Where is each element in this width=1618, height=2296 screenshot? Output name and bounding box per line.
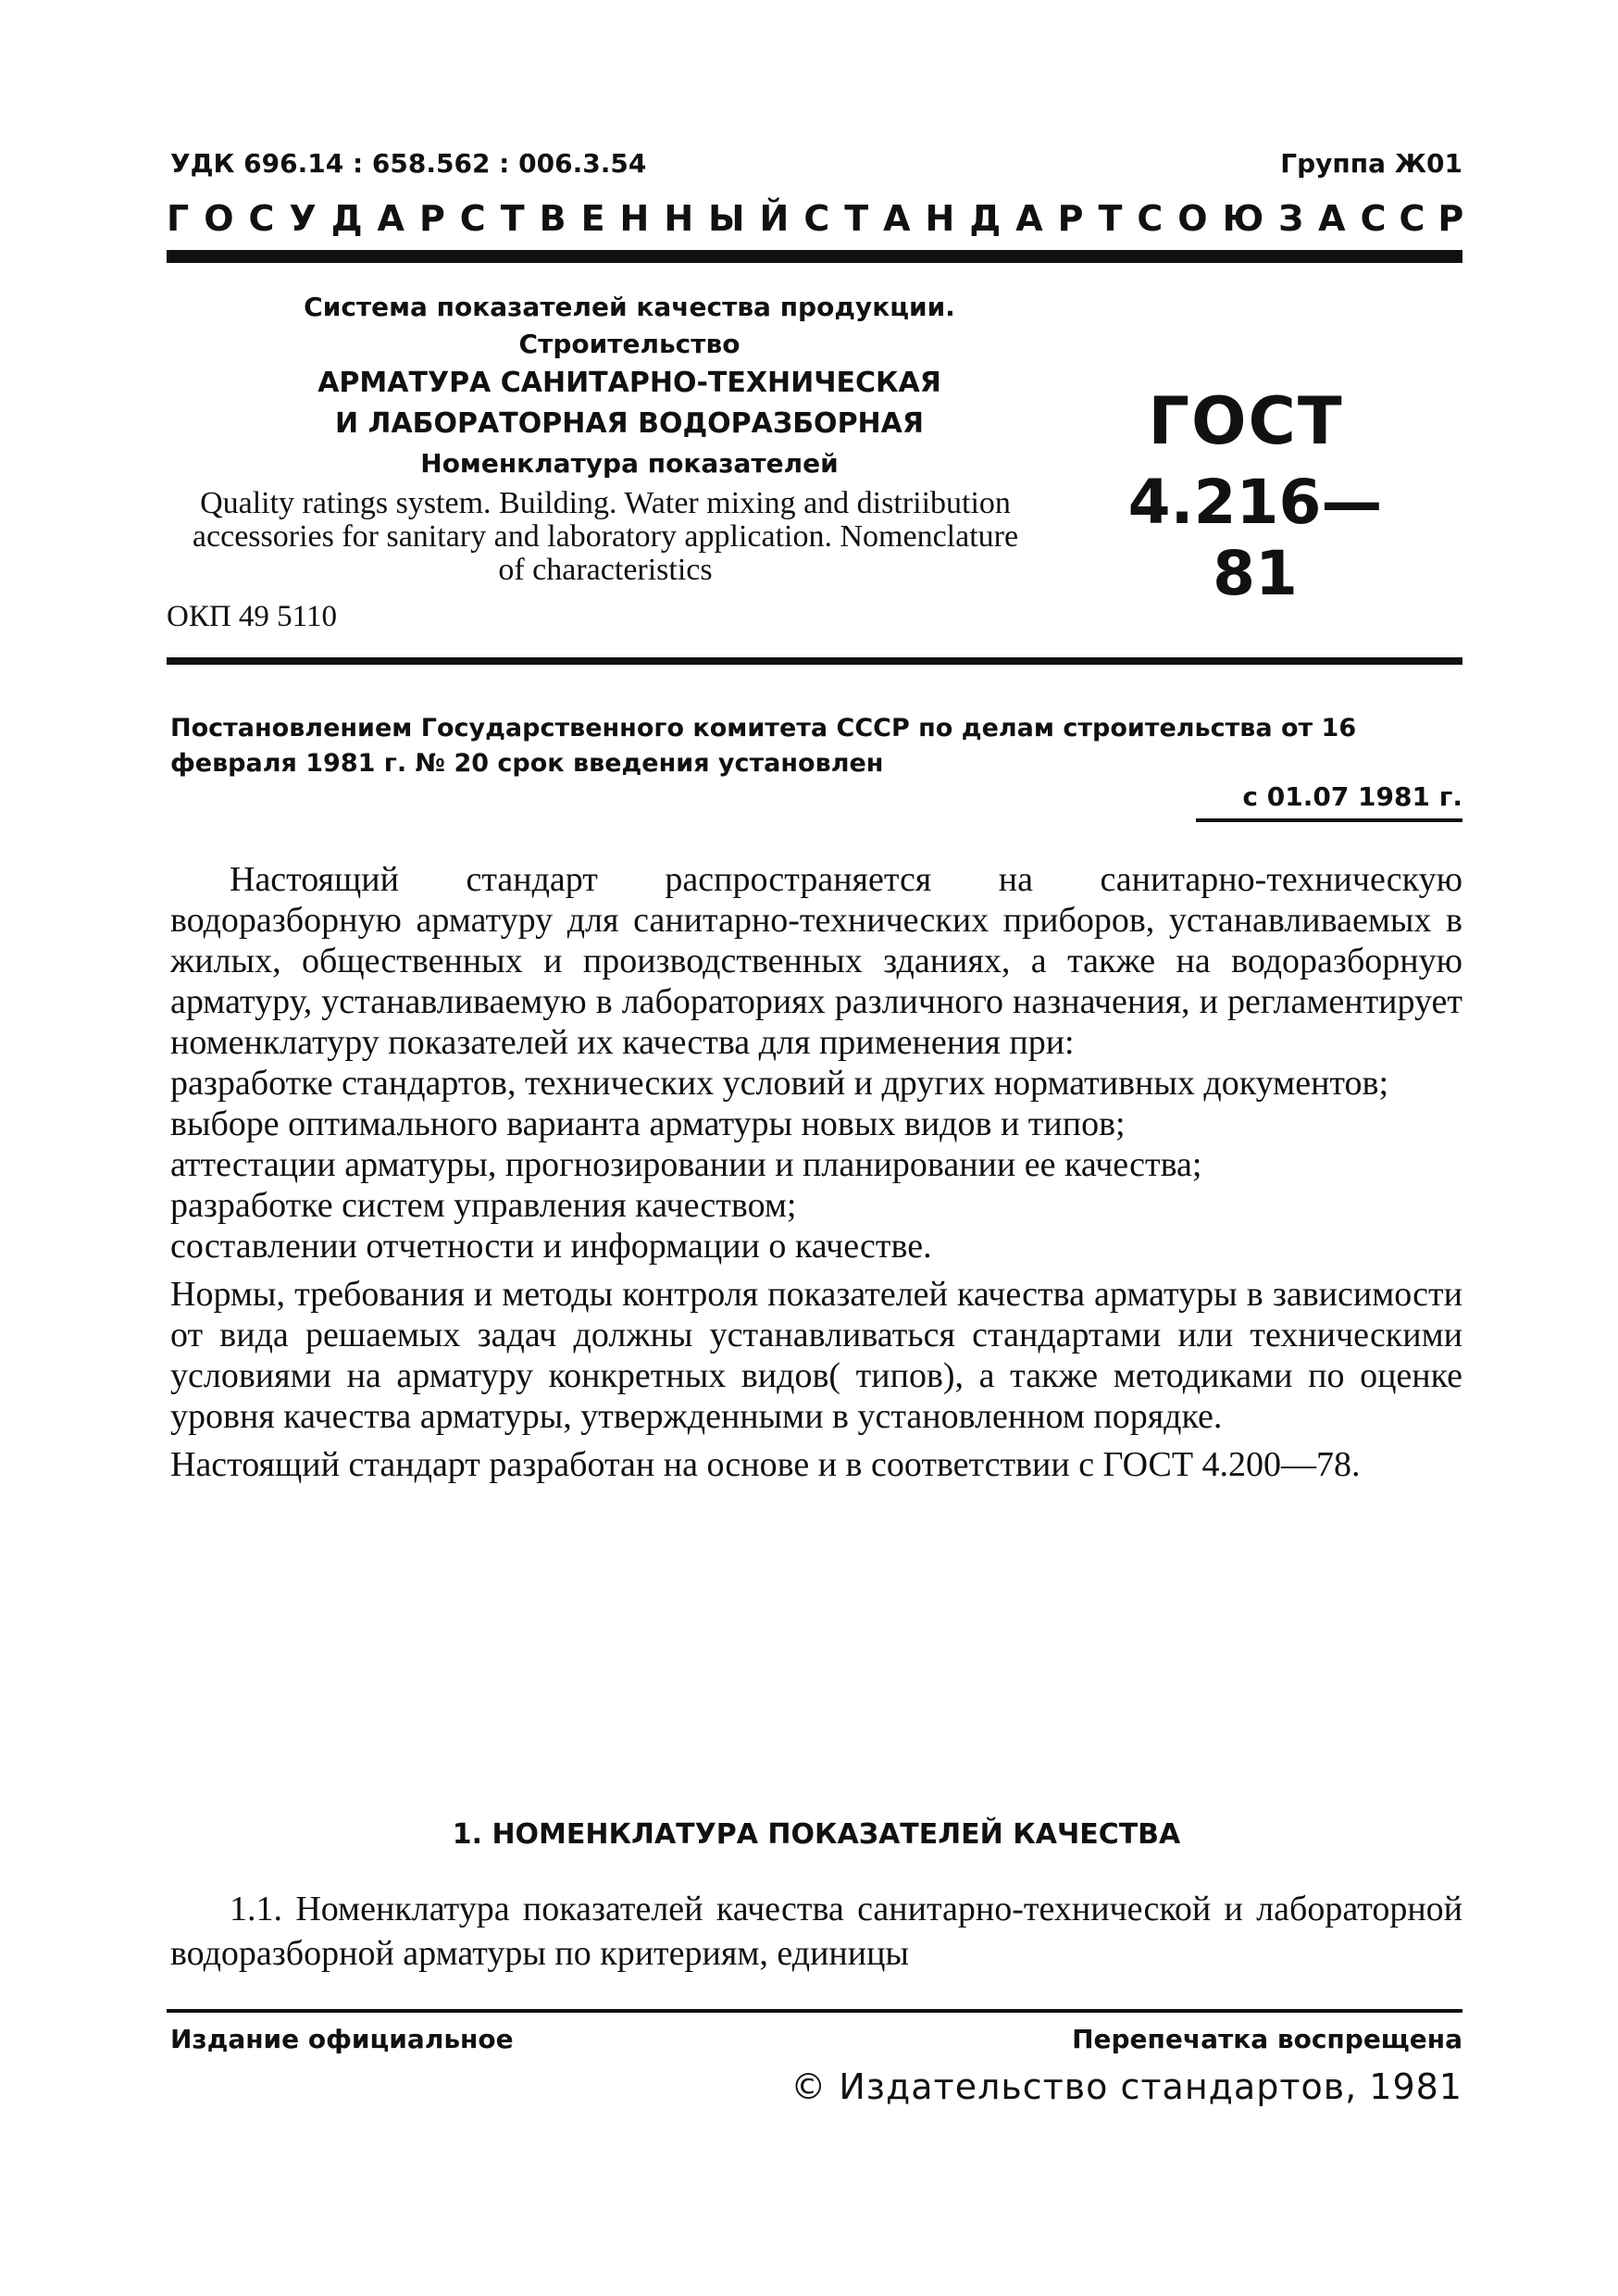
title-line: Номенклатура показателей — [420, 448, 839, 479]
title-line: Система показателей качества продукции. — [304, 292, 955, 322]
edition-note: Издание официальное — [170, 2024, 514, 2054]
okp-code: ОКП 49 5110 — [167, 600, 337, 633]
gost-number: 4.216—81 — [1127, 467, 1383, 609]
state-standard-word: ССР — [1360, 198, 1477, 239]
copyright-note: © Издательство стандартов, 1981 — [790, 2066, 1462, 2107]
list-item: разработке стандартов, технических условий и других нормативных документов; — [170, 1064, 1389, 1103]
list-item: разработке систем управления качеством; — [170, 1186, 797, 1225]
reprint-note: Перепечатка воспрещена — [1072, 2024, 1462, 2054]
english-title: Quality ratings system. Building. Water mixing and distriibution accessories for sanitary and laboratory application. Nomenclature of characteristics — [192, 486, 1019, 587]
paragraph: Настоящий стандарт распространяется на санитарно-техническую водоразборную арматуру для санитарно-технических приборов, устанавливаемых в жилых, общественных и производственных зданиях, а также на водоразборную арматуру, устанавливаемую в лабораториях различного назначения, и регламентирует номенклатуру показателей их качества для применения при: — [170, 860, 1462, 1062]
state-standard-word: СОЮЗА — [1137, 198, 1361, 239]
title-line: АРМАТУРА САНИТАРНО-ТЕХНИЧЕСКАЯ — [317, 367, 941, 399]
section-heading: 1. НОМЕНКЛАТУРА ПОКАЗАТЕЛЕЙ КАЧЕСТВА — [452, 1818, 1181, 1851]
list-item: аттестации арматуры, прогнозировании и планировании ее качества; — [170, 1145, 1202, 1184]
state-standard-word: СТАНДАРТ — [803, 198, 1138, 239]
paragraph: Настоящий стандарт разработан на основе и в соответствии с ГОСТ 4.200—78. — [170, 1445, 1361, 1484]
effective-date-underline — [1196, 818, 1462, 822]
gost-label: ГОСТ — [1148, 383, 1344, 459]
list-item: составлении отчетности и информации о качестве. — [170, 1227, 932, 1266]
effective-date: с 01.07 1981 г. — [1242, 781, 1462, 812]
state-standard-word: ГОСУДАРСТВЕННЫЙ — [167, 198, 804, 239]
paragraph: Нормы, требования и методы контроля показателей качества арматуры в зависимости от вида решаемых задач должны устанавливаться стандартами или техническими условиями на арматуру конкретных видов( типов), а также методиками по оценке уровня качества арматуры, утвержденными в установленном порядке. — [170, 1275, 1462, 1436]
body-text — [170, 859, 1462, 1485]
title-line: Строительство — [518, 329, 741, 359]
group-code: Группа Ж01 — [1280, 148, 1462, 179]
top-divider — [167, 250, 1462, 263]
title-line: И ЛАБОРАТОРНАЯ ВОДОРАЗБОРНАЯ — [335, 407, 924, 440]
udk-code: УДК 696.14 : 658.562 : 006.3.54 — [170, 148, 647, 179]
bottom-divider — [167, 2009, 1462, 2013]
section-text — [170, 1887, 1462, 1976]
paragraph: 1.1. Номенклатура показателей качества санитарно-технической и лабораторной водоразборной арматуры по критериям, единицы — [170, 1890, 1462, 1973]
title-block — [250, 289, 1009, 483]
middle-divider — [167, 657, 1462, 665]
list-item: выборе оптимального варианта арматуры новых видов и типов; — [170, 1104, 1126, 1143]
state-standard-banner — [167, 198, 1477, 239]
decree-text: Постановлением Государственного комитета СССР по делам строительства от 16 февраля 1981 г. № 20 срок введения установлен — [170, 714, 1357, 778]
